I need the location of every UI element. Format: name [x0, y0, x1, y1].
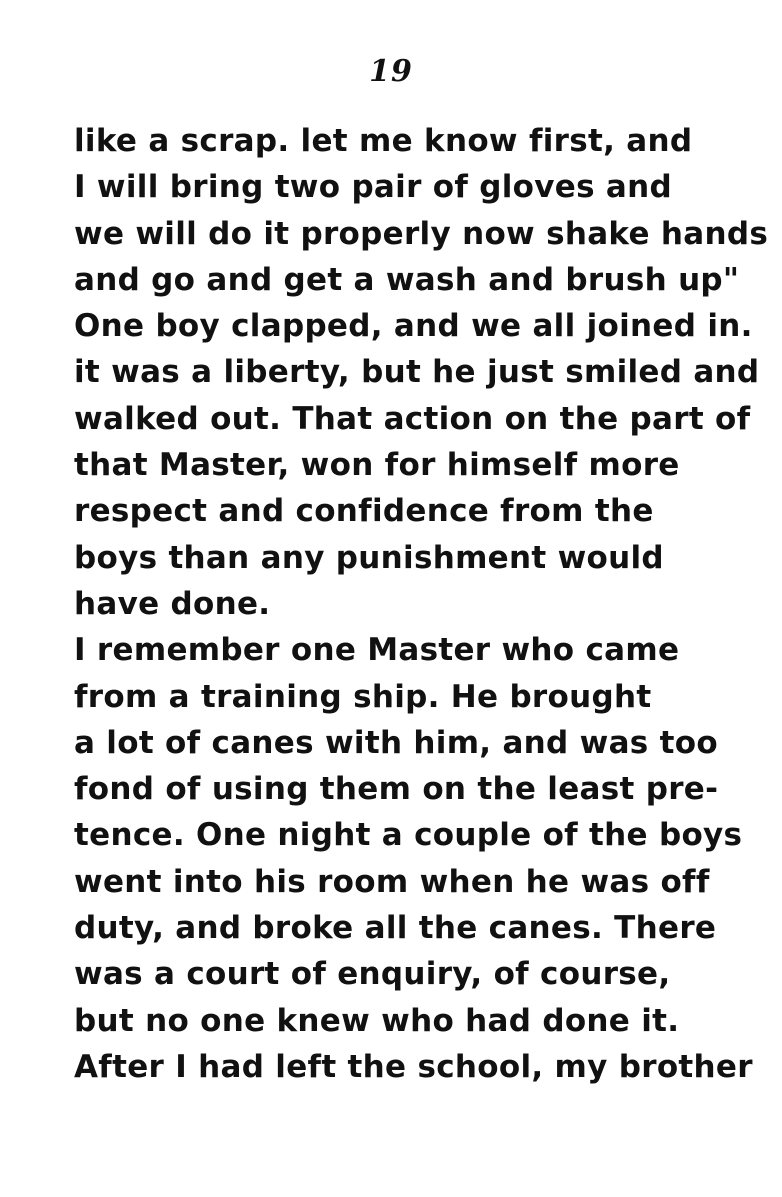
text-line: went into his room when he was off [74, 863, 710, 900]
handwritten-text-body [74, 118, 769, 1090]
text-line: duty, and broke all the canes. There [74, 910, 717, 947]
text-line: we will do it properly now shake hands [74, 215, 769, 252]
text-line: walked out. That action on the part of [74, 400, 751, 437]
text-line: like a scrap. let me know first, and [74, 123, 693, 159]
text-line: but no one knew who had done it. [74, 1002, 680, 1039]
text-line: that Master, won for himself more [74, 447, 680, 484]
text-line: have done. [74, 585, 271, 622]
text-line: boys than any punishment would [74, 539, 664, 576]
text-line: from a training ship. He brought [74, 678, 652, 715]
text-line: I will bring two pair of gloves and [74, 169, 673, 206]
text-line: tence. One night a couple of the boys [74, 817, 743, 854]
page-number: 19 [369, 54, 413, 89]
text-line: and go and get a wash and brush up" [74, 261, 740, 298]
text-line: One boy clapped, and we all joined in. [74, 308, 753, 345]
text-line: a lot of canes with him, and was too [74, 724, 718, 761]
text-line: fond of using them on the least pre- [74, 771, 719, 808]
text-line: was a court of enquiry, of course, [74, 956, 671, 993]
text-line: I remember one Master who came [74, 632, 680, 669]
text-line: it was a liberty, but he just smiled and [74, 354, 760, 391]
text-line: respect and confidence from the [74, 493, 654, 530]
text-line: After I had left the school, my brother [74, 1048, 753, 1085]
